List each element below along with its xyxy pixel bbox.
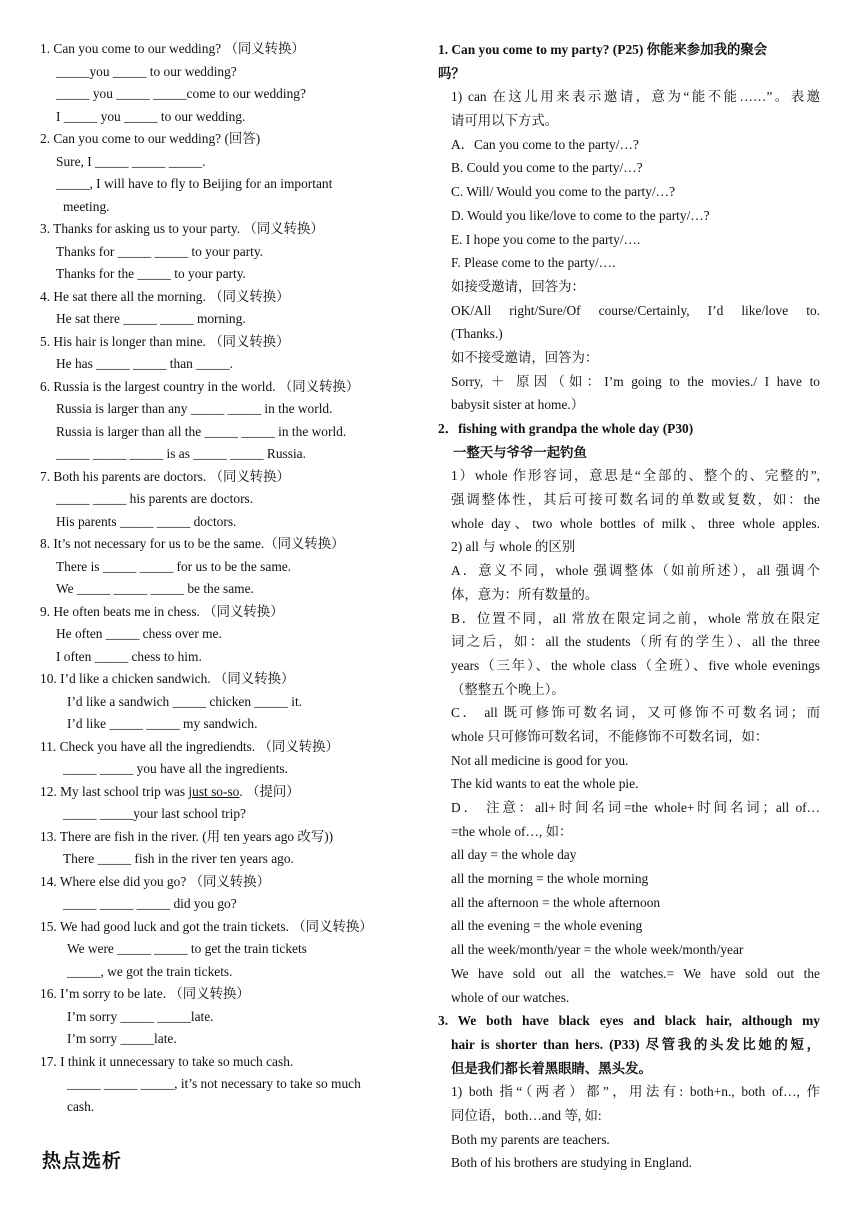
answer-line: I’m sorry _____ _____late.	[67, 1008, 214, 1024]
note-line: 1) can 在这儿用来表示邀请，意为“能不能……”。表邀	[451, 89, 820, 105]
note-line: all the week/month/year = the whole week/month/year	[451, 942, 744, 958]
note-line: whole of our watches.	[451, 989, 570, 1005]
question-line-12	[40, 781, 426, 804]
question-line: 15. We had good luck and got the train tickets. （同义转换）	[40, 918, 373, 934]
note-line: D. Would you like/love to come to the party/…?	[451, 207, 710, 223]
note-line: 体，意为：所有数量的。	[451, 586, 599, 602]
note-line: C． all 既可修饰可数名词，又可修饰不可数名词；而	[451, 705, 820, 721]
q12-underlined-phrase: just so-so	[188, 783, 240, 799]
note-line: C. Will/ Would you come to the party/…?	[451, 184, 676, 200]
answer-line: We _____ _____ _____ be the same.	[56, 581, 254, 596]
note-line: A．Can you come to the party/…?	[451, 136, 639, 152]
note-line: B. Could you come to the party/…?	[451, 160, 643, 176]
note-line: Both my parents are teachers.	[451, 1131, 610, 1147]
note-line: F. Please come to the party/….	[451, 255, 616, 271]
answer-line: meeting.	[63, 198, 110, 214]
answer-line: _____you _____ to our wedding?	[56, 63, 237, 79]
note-line: all the afternoon = the whole afternoon	[451, 894, 661, 910]
note-line: D． 注意：all+时间名词=the whole+时间名词；all of…	[451, 800, 820, 815]
q12-prefix: 12. My last school trip was	[40, 783, 189, 799]
question-line: 14. Where else did you go? （同义转换）	[40, 873, 270, 889]
note-line: The kid wants to eat the whole pie.	[451, 776, 639, 792]
answer-line: _____ _____ his parents are doctors.	[56, 491, 254, 506]
note-line: 2) all 与 whole 的区别	[451, 539, 576, 555]
answer-line: There _____ fish in the river ten years ago.	[63, 851, 294, 866]
question-line: 17. I think it unnecessary to take so much cash.	[40, 1053, 294, 1069]
answer-line: He often _____ chess over me.	[56, 626, 222, 641]
note-line: 如接受邀请，回答为：	[451, 278, 585, 294]
note-heading: 3. We both have black eyes and black hair, although my	[438, 1013, 820, 1029]
note-heading: 2．fishing with grandpa the whole day (P30)	[438, 421, 694, 436]
answer-line: Thanks for _____ _____ to your party.	[56, 243, 264, 259]
question-line: 10. I’d like a chicken sandwich. （同义转换）	[40, 671, 295, 686]
note-line: 1) both 指“（两者）都”，用法有: both+n., both of…, 作	[451, 1084, 820, 1100]
note-line: all day = the whole day	[451, 847, 577, 863]
note-line: all the evening = the whole evening	[451, 918, 643, 934]
question-line: 5. His hair is longer than mine. （同义转换）	[40, 333, 290, 349]
note-line: 词之后，如：all the students（所有的学生）、all the three	[451, 634, 820, 650]
note-line: A．意义不同，whole 强调整体（如前所述），all 强调个	[451, 563, 820, 579]
question-line: 3. Thanks for asking us to your party. （同义转换）	[40, 221, 324, 236]
note-line: 如不接受邀请，回答为：	[451, 349, 599, 365]
answer-line: cash.	[67, 1098, 95, 1114]
answer-line: He sat there _____ _____ morning.	[56, 311, 246, 326]
answer-line: _____, I will have to fly to Beijing for an important	[56, 176, 333, 191]
note-line: B．位置不同，all 常放在限定词之前，whole 常放在限定	[451, 610, 820, 626]
question-line: 11. Check you have all the ingrediendts. （同义转换）	[40, 738, 339, 754]
note-line: years（三年）、the whole class（全班）、five whole evenings	[451, 657, 820, 673]
note-line: We have sold out all the watches.= We have sold out the	[451, 965, 820, 981]
exercise-column	[40, 38, 426, 1118]
question-line: 7. Both his parents are doctors. （同义转换）	[40, 468, 290, 484]
note-line: （整整五个晚上）。	[451, 681, 565, 697]
answer-line: _____ _____your last school trip?	[63, 806, 246, 821]
note-heading: hair is shorter than hers. (P33) 尽管我的头发比她的短，	[451, 1036, 820, 1052]
answer-line: Russia is larger than all the _____ _____ in the world.	[56, 423, 347, 439]
hot-topics-heading: 热点选析	[42, 1151, 123, 1172]
answer-line: Russia is larger than any _____ _____ in the world.	[56, 401, 333, 416]
answer-line: _____ _____ you have all the ingredients.	[63, 761, 288, 776]
answer-line: He has _____ _____ than _____.	[56, 356, 234, 371]
answer-line: I’m sorry _____late.	[67, 1031, 177, 1046]
answer-line: Sure, I _____ _____ _____.	[56, 153, 206, 169]
question-line: 2. Can you come to our wedding? (回答)	[40, 131, 261, 146]
note-line: Not all medicine is good for you.	[451, 752, 629, 768]
note-line: (Thanks.)	[451, 326, 503, 342]
answer-line: I’d like a sandwich _____ chicken _____ it.	[67, 693, 303, 709]
question-line: 4. He sat there all the morning. （同义转换）	[40, 288, 290, 304]
answer-line: Thanks for the _____ to your party.	[56, 266, 246, 281]
answer-line: We were _____ _____ to get the train tickets	[67, 941, 307, 956]
note-line: 强调整体性，其后可接可数名词的单数或复数，如：the	[451, 492, 820, 508]
note-line: 请可用以下方式。	[451, 113, 559, 129]
note-heading: 一整天与爷爷一起钓鱼	[453, 444, 587, 460]
question-line: 13. There are fish in the river. (用 ten years ago 改写))	[40, 828, 334, 844]
note-line: whole day、two whole bottles of milk、three whole apples.	[451, 515, 820, 531]
note-heading: 但是我们都长着黑眼睛、黑头发。	[451, 1060, 652, 1076]
note-heading: 吗？	[438, 65, 465, 81]
answer-line: I’d like _____ _____ my sandwich.	[67, 716, 258, 731]
note-heading: 1. Can you come to my party? (P25) 你能来参加我的聚会	[438, 42, 768, 57]
answer-line: I _____ you _____ to our wedding.	[56, 108, 246, 124]
question-line: 1. Can you come to our wedding? （同义转换）	[40, 41, 305, 56]
notes-column	[436, 38, 820, 1175]
note-line: 1）whole 作形容词，意思是“全部的、整个的、完整的”,	[451, 468, 820, 484]
note-line: babysit sister at home.）	[451, 397, 585, 413]
answer-line: There is _____ _____ for us to be the same.	[56, 558, 292, 574]
note-line: OK/All right/Sure/Of course/Certainly, I’d like/love to.	[451, 302, 820, 318]
answer-line: _____ _____ _____, it’s not necessary to take so much	[67, 1076, 361, 1091]
note-line: Both of his brothers are studying in England.	[451, 1155, 692, 1171]
q12-suffix: . （提问）	[239, 783, 300, 799]
answer-line: His parents _____ _____ doctors.	[56, 513, 237, 529]
note-line: E. I hope you come to the party/….	[451, 231, 641, 247]
note-line: 同位语，both…and 等, 如:	[451, 1107, 602, 1123]
question-line: 8. It’s not necessary for us to be the same.（同义转换）	[40, 536, 345, 551]
answer-line: _____ _____ _____ is as _____ _____ Russia.	[56, 446, 306, 461]
answer-line: _____ _____ _____ did you go?	[63, 896, 237, 911]
answer-line: _____, we got the train tickets.	[67, 963, 233, 979]
note-line: all the morning = the whole morning	[451, 871, 649, 887]
question-line: 9. He often beats me in chess. （同义转换）	[40, 603, 284, 619]
answer-line: I often _____ chess to him.	[56, 648, 202, 664]
note-line: Sorry, ＋ 原因（如：I’m going to the movies./ I have to	[451, 373, 820, 389]
note-line: whole 只可修饰可数名词，不能修饰不可数名词，如：	[451, 728, 769, 744]
question-line: 16. I’m sorry to be late. （同义转换）	[40, 986, 250, 1001]
note-line: =the whole of…, 如：	[451, 823, 573, 839]
answer-line: _____ you _____ _____come to our wedding?	[56, 86, 306, 101]
question-line: 6. Russia is the largest country in the world. （同义转换）	[40, 378, 360, 394]
